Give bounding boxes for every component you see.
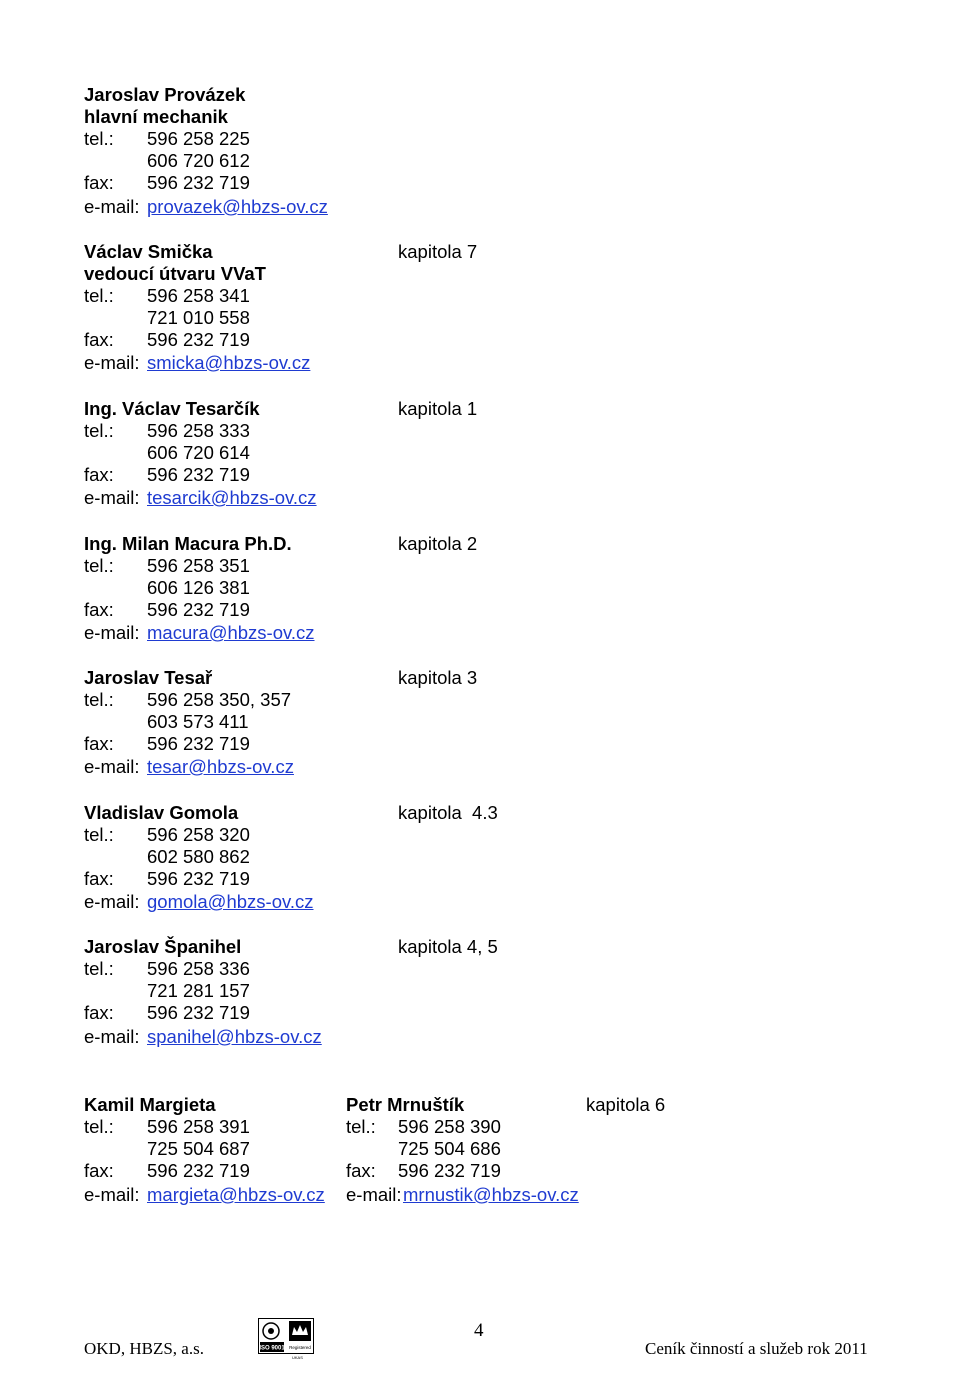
fax-value-left: 596 232 719	[147, 1160, 250, 1181]
email-link-left[interactable]: margieta@hbzs-ov.cz	[147, 1184, 325, 1205]
email-label: e-mail:	[84, 1184, 140, 1205]
fax-value: 596 232 719	[147, 329, 250, 350]
email-link[interactable]: spanihel@hbzs-ov.cz	[147, 1026, 322, 1047]
fax-value-right: 596 232 719	[398, 1160, 501, 1181]
tel-value: 596 258 341	[147, 285, 250, 306]
fax-label: fax:	[84, 464, 114, 485]
tel-label: tel.:	[346, 1116, 376, 1137]
tel2-value: 721 281 157	[147, 980, 250, 1001]
tel2-value: 606 720 612	[147, 150, 250, 171]
tel-label: tel.:	[84, 689, 114, 710]
footer-doc-title: Ceník činností a služeb rok 2011	[645, 1339, 868, 1358]
email-link[interactable]: provazek@hbzs-ov.cz	[147, 196, 328, 217]
email-link-right[interactable]: mrnustik@hbzs-ov.cz	[403, 1184, 579, 1205]
ukas-logo-text: UKAS	[292, 1355, 303, 1360]
email-label: e-mail:	[346, 1184, 402, 1205]
fax-value: 596 232 719	[147, 599, 250, 620]
fax-label: fax:	[84, 733, 114, 754]
email-link[interactable]: smicka@hbzs-ov.cz	[147, 352, 311, 373]
tel2-value: 606 720 614	[147, 442, 250, 463]
tel-label: tel.:	[84, 958, 114, 979]
chapter-label: kapitola 4, 5	[398, 936, 498, 957]
fax-label: fax:	[84, 172, 114, 193]
fax-value: 596 232 719	[147, 1002, 250, 1023]
iso-9001-logo-icon	[258, 1318, 314, 1354]
tel-value: 596 258 320	[147, 824, 250, 845]
contact-name: Jaroslav Tesař	[84, 667, 213, 688]
tel2-value: 606 126 381	[147, 577, 250, 598]
contact-name: Jaroslav Provázek	[84, 84, 246, 105]
email-label: e-mail:	[84, 891, 140, 912]
fax-label: fax:	[346, 1160, 376, 1181]
tel-label: tel.:	[84, 128, 114, 149]
tel2-value: 603 573 411	[147, 711, 249, 732]
fax-value: 596 232 719	[147, 868, 250, 889]
fax-label: fax:	[84, 599, 114, 620]
email-label: e-mail:	[84, 622, 140, 643]
contact-role: hlavní mechanik	[84, 106, 228, 127]
tel-value-left: 596 258 391	[147, 1116, 250, 1137]
fax-value: 596 232 719	[147, 464, 250, 485]
tel-value-right: 596 258 390	[398, 1116, 501, 1137]
chapter-label: kapitola 3	[398, 667, 478, 688]
tel-label: tel.:	[84, 555, 114, 576]
iso-logo-text: ISO 9001	[259, 1345, 285, 1352]
contact-name: Vladislav Gomola	[84, 802, 239, 823]
contact-name: Jaroslav Španihel	[84, 936, 242, 957]
chapter-label: kapitola 7	[398, 241, 478, 262]
tel-label: tel.:	[84, 1116, 114, 1137]
contact-role: vedoucí útvaru VVaT	[84, 263, 266, 284]
fax-label: fax:	[84, 329, 114, 350]
fax-label: fax:	[84, 1160, 114, 1181]
tel2-value-right: 725 504 686	[398, 1138, 501, 1159]
tel-value: 596 258 350, 357	[147, 689, 292, 710]
email-link[interactable]: tesar@hbzs-ov.cz	[147, 756, 294, 777]
chapter-label: kapitola 6	[586, 1094, 666, 1115]
tel-value: 596 258 333	[147, 420, 250, 441]
contact-name: Václav Smička	[84, 241, 213, 262]
contact-name: Ing. Milan Macura Ph.D.	[84, 533, 292, 554]
fax-value: 596 232 719	[147, 733, 250, 754]
tel-value: 596 258 225	[147, 128, 250, 149]
contact-name-left: Kamil Margieta	[84, 1094, 216, 1115]
chapter-label: kapitola 2	[398, 533, 478, 554]
email-label: e-mail:	[84, 196, 140, 217]
email-link[interactable]: macura@hbzs-ov.cz	[147, 622, 315, 643]
tel2-value-left: 725 504 687	[147, 1138, 250, 1159]
tel2-value: 721 010 558	[147, 307, 250, 328]
email-link[interactable]: tesarcik@hbzs-ov.cz	[147, 487, 317, 508]
fax-value: 596 232 719	[147, 172, 250, 193]
fax-label: fax:	[84, 868, 114, 889]
contact-name-right: Petr Mrnuštík	[346, 1094, 465, 1115]
tel-label: tel.:	[84, 420, 114, 441]
tel-label: tel.:	[84, 824, 114, 845]
fax-label: fax:	[84, 1002, 114, 1023]
contact-name: Ing. Václav Tesarčík	[84, 398, 260, 419]
tel2-value: 602 580 862	[147, 846, 250, 867]
chapter-label: kapitola 1	[398, 398, 478, 419]
tel-value: 596 258 336	[147, 958, 250, 979]
email-label: e-mail:	[84, 352, 140, 373]
tel-label: tel.:	[84, 285, 114, 306]
tel-value: 596 258 351	[147, 555, 250, 576]
chapter-label: kapitola 4.3	[398, 802, 498, 823]
page-number: 4	[474, 1320, 484, 1341]
email-label: e-mail:	[84, 756, 140, 777]
email-label: e-mail:	[84, 1026, 140, 1047]
email-label: e-mail:	[84, 487, 140, 508]
email-link[interactable]: gomola@hbzs-ov.cz	[147, 891, 314, 912]
iso-logo-sub: Registered	[289, 1345, 311, 1350]
footer-company: OKD, HBZS, a.s.	[84, 1339, 204, 1358]
